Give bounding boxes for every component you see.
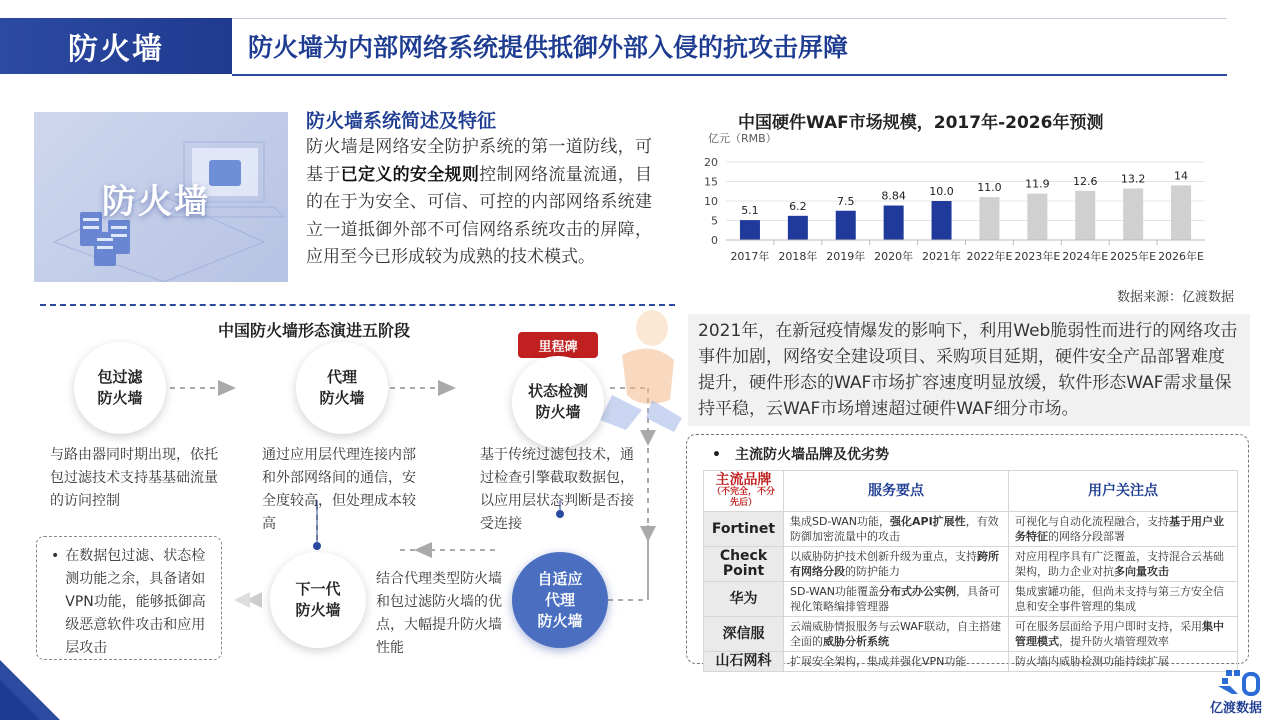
stage-desc-packet-filter: 与路由器同时期出现，依托包过滤技术支持基基础流量的访问控制 [50,447,218,509]
service-cell: 以威胁防护技术创新升级为重点，支持跨所有网络分段的防护能力 [784,547,1009,582]
milestone-badge: 里程碑 [518,332,598,358]
stage-desc-stateful: 基于传统过滤包技术，通过检查引擎截取数据包，以应用层状态判断是否接受连接 [480,447,634,532]
bar [1123,189,1143,240]
corner-decoration [0,660,60,720]
waf-market-chart [700,128,1220,278]
bar [788,216,808,240]
intro-text [306,134,652,272]
data-label: 11.0 [977,181,1002,195]
market-summary: 2021年，在新冠疫情爆发的影响下，利用Web脆弱性而进行的网络攻击事件加剧，网络安全建设项目、采购项目延期，硬件安全产品部署难度提升，硬件形态的WAF市场扩容速度明显放缓，软件形态WAF需求量保持平稳，云WAF市场增速超过硬件WAF细分市场。 [688,314,1250,426]
y-tick-label: 15 [704,175,718,189]
stage-label: 自适应 [537,569,583,588]
data-label: 13.2 [1120,172,1146,186]
table-row [704,512,1238,547]
bar [884,206,904,240]
data-label: 12.6 [1073,174,1098,188]
x-tick-label: 2021年 [922,250,962,263]
service-cell: 扩展安全架构，集成并强化VPN功能 [784,652,1009,672]
stage-label: 代理 [326,368,357,386]
brands-table [703,470,1238,672]
bar [932,201,952,240]
intro-text-part: 防火墙是网络安全防护系统的第一道防线，可基于 [306,137,652,185]
brand-col-header [704,471,784,512]
data-label: 8.84 [881,189,906,203]
bar [836,211,856,240]
arrow-icon [218,380,236,396]
stage-label: 防火墙 [535,403,581,421]
arrow-icon [438,380,456,396]
x-tick-label: 2025年E [1110,250,1157,263]
table-row [704,547,1238,582]
bullet-icon: • [712,447,721,463]
stage-stateful [512,356,604,448]
stage-packet-filter [74,342,166,434]
stages-title: 中国防火墙形态演进五阶段 [218,321,411,340]
x-tick-label: 2023年E [1014,250,1061,263]
stage-proxy [296,342,388,434]
brands-title [712,444,889,464]
x-tick-label: 2020年 [874,250,914,263]
y-tick-label: 20 [704,156,718,169]
stage-label: 代理 [544,590,575,609]
stage-next-gen [270,552,366,648]
brand-col-note: （不完全，不分先后） [711,487,775,508]
stage-adaptive-proxy [512,552,608,648]
brand-name: Fortinet [704,512,784,547]
data-label: 7.5 [837,194,855,208]
x-tick-label: 2019年 [826,250,866,263]
data-label: 10.0 [929,185,954,198]
stage-desc-proxy: 通过应用层代理连接内部和外部网络间的通信，安全度较高，但处理成本较高 [262,447,416,532]
data-source: 数据来源：亿渡数据 [1117,290,1235,305]
bar [1171,185,1191,240]
header-top-line [232,18,1227,19]
bar [1027,194,1047,240]
arrow-icon [414,542,432,558]
intro-text-bold: 已定义的安全规则 [340,164,480,185]
bar [1075,191,1095,240]
bar [979,197,999,240]
brand-col-title: 主流品牌 [715,472,772,488]
table-row [704,652,1238,672]
header-underline [232,74,1227,76]
service-col-header: 服务要点 [784,471,1009,512]
brands-title-text: 主流防火墙品牌及优劣势 [734,447,889,463]
y-axis-label: 亿元（RMB） [708,132,777,145]
y-tick-label: 0 [711,234,718,247]
x-tick-label: 2018年 [778,250,818,263]
user-cell: 集成蜜罐功能，但尚未支持与第三方安全信息和安全事件管理的集成 [1009,582,1238,617]
user-cell: 可视化与自动化流程融合，支持基于用户业务特征的网络分段部署 [1009,512,1238,547]
data-label: 6.2 [789,199,807,213]
x-tick-label: 2026年E [1158,250,1205,263]
user-cell: 对应用程序具有广泛覆盖，支持混合云基础架构，助力企业对抗多向量攻击 [1009,547,1238,582]
stage-label: 防火墙 [97,389,143,407]
service-cell: 云端威胁情报服务与云WAF联动，自主搭建全面的威胁分析系统 [784,617,1009,652]
stage-label: 防火墙 [319,389,365,407]
intro-title: 防火墙系统简述及特征 [306,110,497,132]
next-gen-desc-box [36,536,222,660]
brand-name: Check Point [704,547,784,582]
bar [740,220,760,240]
y-tick-label: 10 [704,195,718,208]
service-cell: 集成SD-WAN功能，强化API扩展性，有效防御加密流量中的攻击 [784,512,1009,547]
stage-label: 防火墙 [537,611,583,630]
data-label: 11.9 [1025,177,1050,191]
firewall-illustration [34,112,288,282]
service-cell: SD-WAN功能覆盖分布式办公实例，具备可视化策略编排管理器 [784,582,1009,617]
data-label: 14 [1174,169,1189,183]
chart-title: 中国硬件WAF市场规模，2017年-2026年预测 [738,113,1104,133]
stage-desc-adaptive: 结合代理类型防火墙和包过滤防火墙的优点，大幅提升防火墙性能 [376,571,502,656]
x-tick-label: 2024年E [1062,250,1109,263]
intro-text-part: 控制网络流量流通，目的在于为安全、可信、可控的内部网络系统建立一道抵御外部不可信网络系统攻击的屏障，应用至今已形成较为成熟的技术模式。 [306,164,653,267]
logo-text: 亿渡数据 [1210,701,1263,716]
section-tag: 防火墙 [0,18,232,74]
illustration-label: 防火墙 [102,182,210,222]
bullet-icon: • [51,548,60,564]
x-tick-label: 2017年 [730,250,770,263]
user-cell: 可在服务层面给予用户即时支持，采用集中管理模式，提升防火墙管理效率 [1009,617,1238,652]
stage-label: 下一代 [295,580,341,598]
user-cell: 防火墙内威胁检测功能持续扩展 [1009,652,1238,672]
stage-label: 包过滤 [97,368,143,386]
user-col-header: 用户关注点 [1009,471,1238,512]
data-label: 5.1 [741,204,759,218]
stage-desc-next-gen: 在数据包过滤、状态检测功能之余，具备诸如VPN功能，能够抵御高级恶意软件攻击和应用层攻击 [65,548,206,656]
x-tick-label: 2022年E [966,250,1013,263]
brand-name: 山石网科 [704,652,784,672]
brand-name: 华为 [704,582,784,617]
y-tick-label: 5 [711,214,718,228]
stage-label: 状态检测 [527,382,588,400]
table-row [704,617,1238,652]
brand-name: 深信服 [704,617,784,652]
stage-label: 防火墙 [295,601,341,619]
page-title: 防火墙为内部网络系统提供抵御外部入侵的抗攻击屏障 [248,33,849,62]
table-row [704,582,1238,617]
